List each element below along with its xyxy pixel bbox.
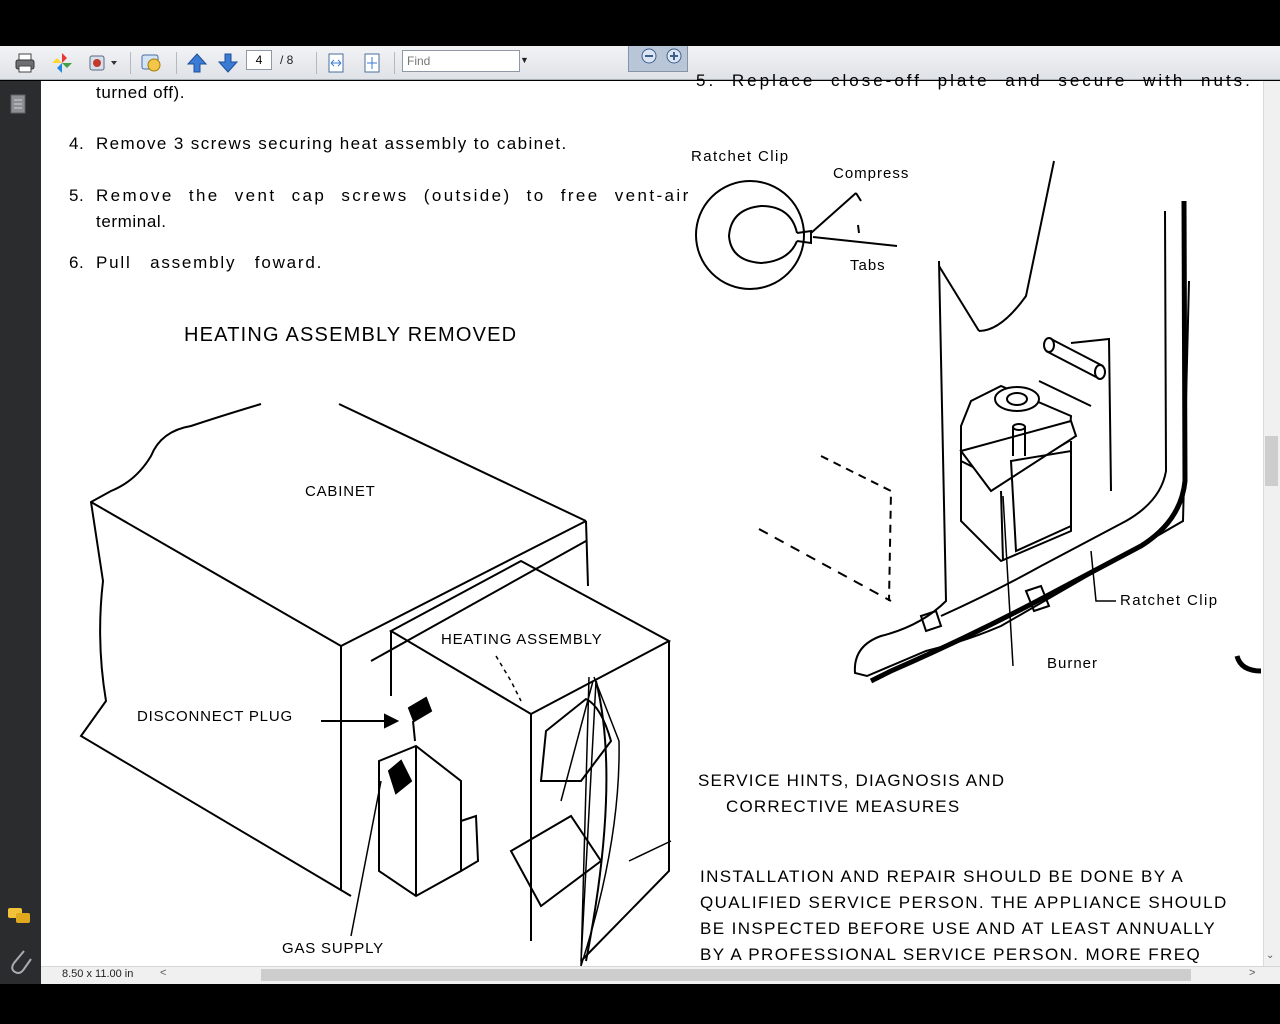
toolbar-separator	[316, 52, 317, 74]
comments-panel-button[interactable]	[8, 908, 30, 923]
step-text: Pull assembly foward.	[96, 253, 324, 272]
print-button[interactable]	[13, 51, 37, 75]
continued-text-line: turned off).	[96, 83, 186, 102]
previous-page-button[interactable]	[185, 51, 209, 75]
section-title-line-2: CORRECTIVE MEASURES	[726, 797, 961, 816]
paragraph-line: QUALIFIED SERVICE PERSON. THE APPLIANCE SHOULD	[700, 893, 1228, 912]
scroll-down-arrow-icon[interactable]: ⌄	[1266, 950, 1275, 961]
fit-page-button[interactable]	[360, 51, 384, 75]
figure-title: HEATING ASSEMBLY REMOVED	[184, 324, 518, 346]
zoom-out-button[interactable]	[642, 49, 656, 63]
step-number: 6.	[69, 253, 85, 272]
attachments-panel-button[interactable]	[12, 951, 31, 973]
fit-page-icon	[361, 52, 383, 74]
window-top-bar	[0, 0, 1280, 46]
paragraph-line: BE INSPECTED BEFORE USE AND AT LEAST ANNUALLY	[700, 919, 1217, 938]
label-disconnect-plug: DISCONNECT PLUG	[137, 708, 293, 725]
window-bottom-bar	[0, 984, 1280, 1024]
scroll-left-arrow-icon[interactable]: <	[160, 967, 167, 979]
label-burner: Burner	[1047, 655, 1099, 672]
cut-off-step-text: 5. Replace close-off plate and secure with nuts.	[696, 71, 1253, 90]
page-size-label: 8.50 x 11.00 in	[62, 968, 134, 980]
paragraph-line: INSTALLATION AND REPAIR SHOULD BE DONE BY A	[700, 867, 1185, 886]
navigation-pane	[0, 81, 41, 984]
step-number: 4.	[69, 134, 85, 153]
comment-button[interactable]	[140, 51, 164, 75]
toolbar-separator	[394, 52, 395, 74]
printer-icon	[14, 52, 36, 74]
find-dropdown-chevron-icon[interactable]: ▼	[520, 55, 529, 65]
page-number-input[interactable]: 4	[246, 50, 272, 70]
paragraph-line: BY A PROFESSIONAL SERVICE PERSON. MORE FREQ	[700, 945, 1202, 964]
tools-dropdown-button[interactable]	[86, 51, 120, 75]
label-ratchet-clip: Ratchet Clip	[1120, 592, 1219, 609]
step-text-continued: terminal.	[96, 212, 167, 231]
zoom-panel	[628, 46, 688, 72]
label-ratchet-clip-detail: Ratchet Clip	[691, 148, 790, 165]
step-text: Remove the vent cap screws (outside) to free vent-air	[96, 186, 691, 205]
label-gas-supply: GAS SUPPLY	[282, 940, 384, 957]
collaborate-button[interactable]	[50, 51, 74, 75]
vertical-scroll-thumb[interactable]	[1265, 436, 1278, 486]
horizontal-scroll-thumb[interactable]	[261, 969, 1191, 981]
label-compress: Compress	[833, 165, 910, 182]
fit-width-icon	[325, 52, 347, 74]
page-total-label: / 8	[280, 53, 294, 67]
zoom-in-button[interactable]	[667, 49, 681, 63]
label-cabinet: CABINET	[305, 483, 376, 500]
comment-icon	[140, 52, 164, 74]
arrow-down-icon	[217, 52, 239, 74]
find-input[interactable]: Find	[402, 50, 520, 72]
scroll-right-arrow-icon[interactable]: >	[1249, 967, 1256, 979]
fit-width-button[interactable]	[324, 51, 348, 75]
vertical-scrollbar[interactable]	[1263, 81, 1280, 966]
next-page-button[interactable]	[216, 51, 240, 75]
label-heating-assembly: HEATING ASSEMBLY	[441, 631, 603, 648]
label-tabs: Tabs	[850, 257, 886, 274]
section-title-line-1: SERVICE HINTS, DIAGNOSIS AND	[698, 771, 1006, 790]
pinwheel-icon	[51, 52, 73, 74]
toolbar-separator	[130, 52, 131, 74]
pages-panel-button[interactable]	[11, 95, 25, 113]
ratchet-clip-illustration	[41, 81, 1263, 966]
step-text: Remove 3 screws securing heat assembly to cabinet.	[96, 134, 568, 153]
step-number: 5.	[69, 186, 85, 205]
toolbar-separator	[176, 52, 177, 74]
tools-icon	[87, 52, 119, 74]
document-view[interactable]	[41, 71, 1263, 966]
arrow-up-icon	[186, 52, 208, 74]
paperclip-icon	[12, 951, 31, 973]
